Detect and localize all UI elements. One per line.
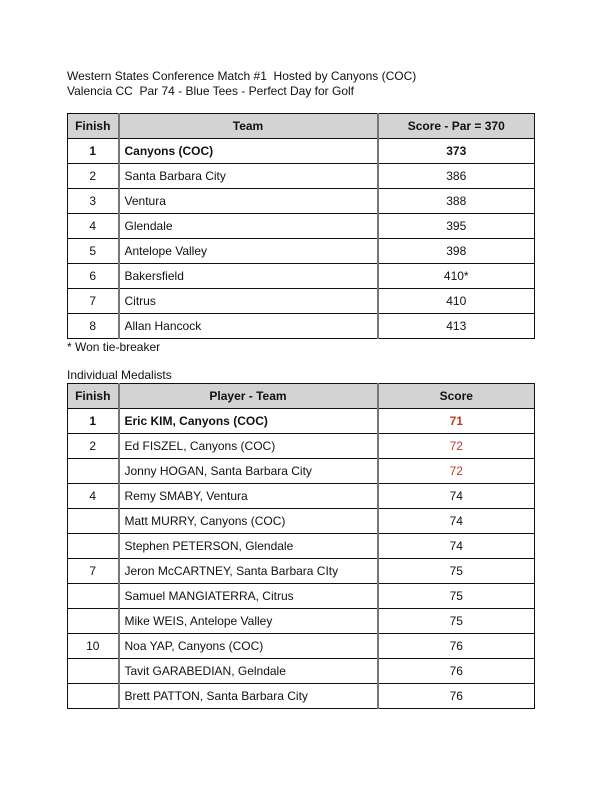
score-cell: 75: [378, 559, 535, 584]
medalists-table-body: [68, 409, 535, 709]
player-team-cell: Eric KIM, Canyons (COC): [119, 409, 378, 434]
finish-cell: 8: [68, 314, 119, 339]
table-header-row: [68, 384, 535, 409]
team-name-cell: Antelope Valley: [119, 239, 378, 264]
score-cell: 76: [378, 634, 535, 659]
score-cell: 74: [378, 484, 535, 509]
team-name-cell: Allan Hancock: [119, 314, 378, 339]
score-cell: 74: [378, 509, 535, 534]
team-name-cell: Bakersfield: [119, 264, 378, 289]
table-row: [68, 409, 535, 434]
table-row: [68, 559, 535, 584]
table-row: [68, 534, 535, 559]
score-cell: 413: [378, 314, 535, 339]
finish-cell: [68, 659, 119, 684]
player-team-cell: Jeron McCARTNEY, Santa Barbara CIty: [119, 559, 378, 584]
finish-cell: [68, 584, 119, 609]
table-row: [68, 239, 535, 264]
column-header-score: Score: [378, 384, 535, 409]
finish-cell: 2: [68, 164, 119, 189]
table-row: [68, 139, 535, 164]
player-team-cell: Samuel MANGIATERRA, Citrus: [119, 584, 378, 609]
finish-cell: [68, 459, 119, 484]
score-cell: 74: [378, 534, 535, 559]
finish-cell: 3: [68, 189, 119, 214]
finish-cell: 1: [68, 409, 119, 434]
table-row: [68, 584, 535, 609]
finish-cell: 7: [68, 289, 119, 314]
player-team-cell: Brett PATTON, Santa Barbara City: [119, 684, 378, 709]
finish-cell: 5: [68, 239, 119, 264]
table-row: [68, 509, 535, 534]
finish-cell: 7: [68, 559, 119, 584]
team-results-table: [67, 113, 535, 339]
finish-cell: 4: [68, 484, 119, 509]
column-header-player-team: Player - Team: [119, 384, 378, 409]
player-team-cell: Ed FISZEL, Canyons (COC): [119, 434, 378, 459]
column-header-finish: Finish: [68, 384, 119, 409]
finish-cell: 2: [68, 434, 119, 459]
player-team-cell: Matt MURRY, Canyons (COC): [119, 509, 378, 534]
table-row: [68, 484, 535, 509]
finish-cell: 10: [68, 634, 119, 659]
player-team-cell: Tavit GARABEDIAN, Gelndale: [119, 659, 378, 684]
table-header-row: [68, 114, 535, 139]
score-cell: 75: [378, 609, 535, 634]
score-cell: 398: [378, 239, 535, 264]
table-row: [68, 684, 535, 709]
finish-cell: [68, 534, 119, 559]
finish-cell: [68, 509, 119, 534]
player-team-cell: Jonny HOGAN, Santa Barbara City: [119, 459, 378, 484]
column-header-finish: Finish: [68, 114, 119, 139]
table-row: [68, 314, 535, 339]
individual-medalists-table: [67, 383, 535, 709]
player-team-cell: Noa YAP, Canyons (COC): [119, 634, 378, 659]
score-cell: 76: [378, 659, 535, 684]
table-row: [68, 214, 535, 239]
medalists-title: Individual Medalists: [67, 368, 172, 382]
score-cell: 72: [378, 434, 535, 459]
score-cell: 410*: [378, 264, 535, 289]
score-cell: 72: [378, 459, 535, 484]
finish-cell: 6: [68, 264, 119, 289]
team-name-cell: Ventura: [119, 189, 378, 214]
score-cell: 71: [378, 409, 535, 434]
team-name-cell: Glendale: [119, 214, 378, 239]
table-row: [68, 164, 535, 189]
table-row: [68, 659, 535, 684]
team-table-body: [68, 139, 535, 339]
score-cell: 388: [378, 189, 535, 214]
score-cell: 410: [378, 289, 535, 314]
heading-line-1: Western States Conference Match #1 Hosted by Canyons (COC): [67, 69, 417, 83]
score-cell: 386: [378, 164, 535, 189]
team-name-cell: Citrus: [119, 289, 378, 314]
score-cell: 76: [378, 684, 535, 709]
tie-breaker-footnote: * Won tie-breaker: [67, 340, 161, 354]
table-row: [68, 264, 535, 289]
table-row: [68, 189, 535, 214]
table-row: [68, 609, 535, 634]
score-cell: 395: [378, 214, 535, 239]
team-name-cell: Canyons (COC): [119, 139, 378, 164]
team-name-cell: Santa Barbara City: [119, 164, 378, 189]
player-team-cell: Stephen PETERSON, Glendale: [119, 534, 378, 559]
table-row: [68, 634, 535, 659]
heading-line-2: Valencia CC Par 74 - Blue Tees - Perfect Day for Golf: [67, 84, 355, 98]
score-cell: 373: [378, 139, 535, 164]
column-header-team: Team: [119, 114, 378, 139]
table-row: [68, 434, 535, 459]
finish-cell: [68, 609, 119, 634]
score-cell: 75: [378, 584, 535, 609]
column-header-score: Score - Par = 370: [378, 114, 535, 139]
player-team-cell: Remy SMABY, Ventura: [119, 484, 378, 509]
document-heading: [67, 69, 416, 99]
player-team-cell: Mike WEIS, Antelope Valley: [119, 609, 378, 634]
finish-cell: [68, 684, 119, 709]
table-row: [68, 459, 535, 484]
table-row: [68, 289, 535, 314]
finish-cell: 4: [68, 214, 119, 239]
finish-cell: 1: [68, 139, 119, 164]
